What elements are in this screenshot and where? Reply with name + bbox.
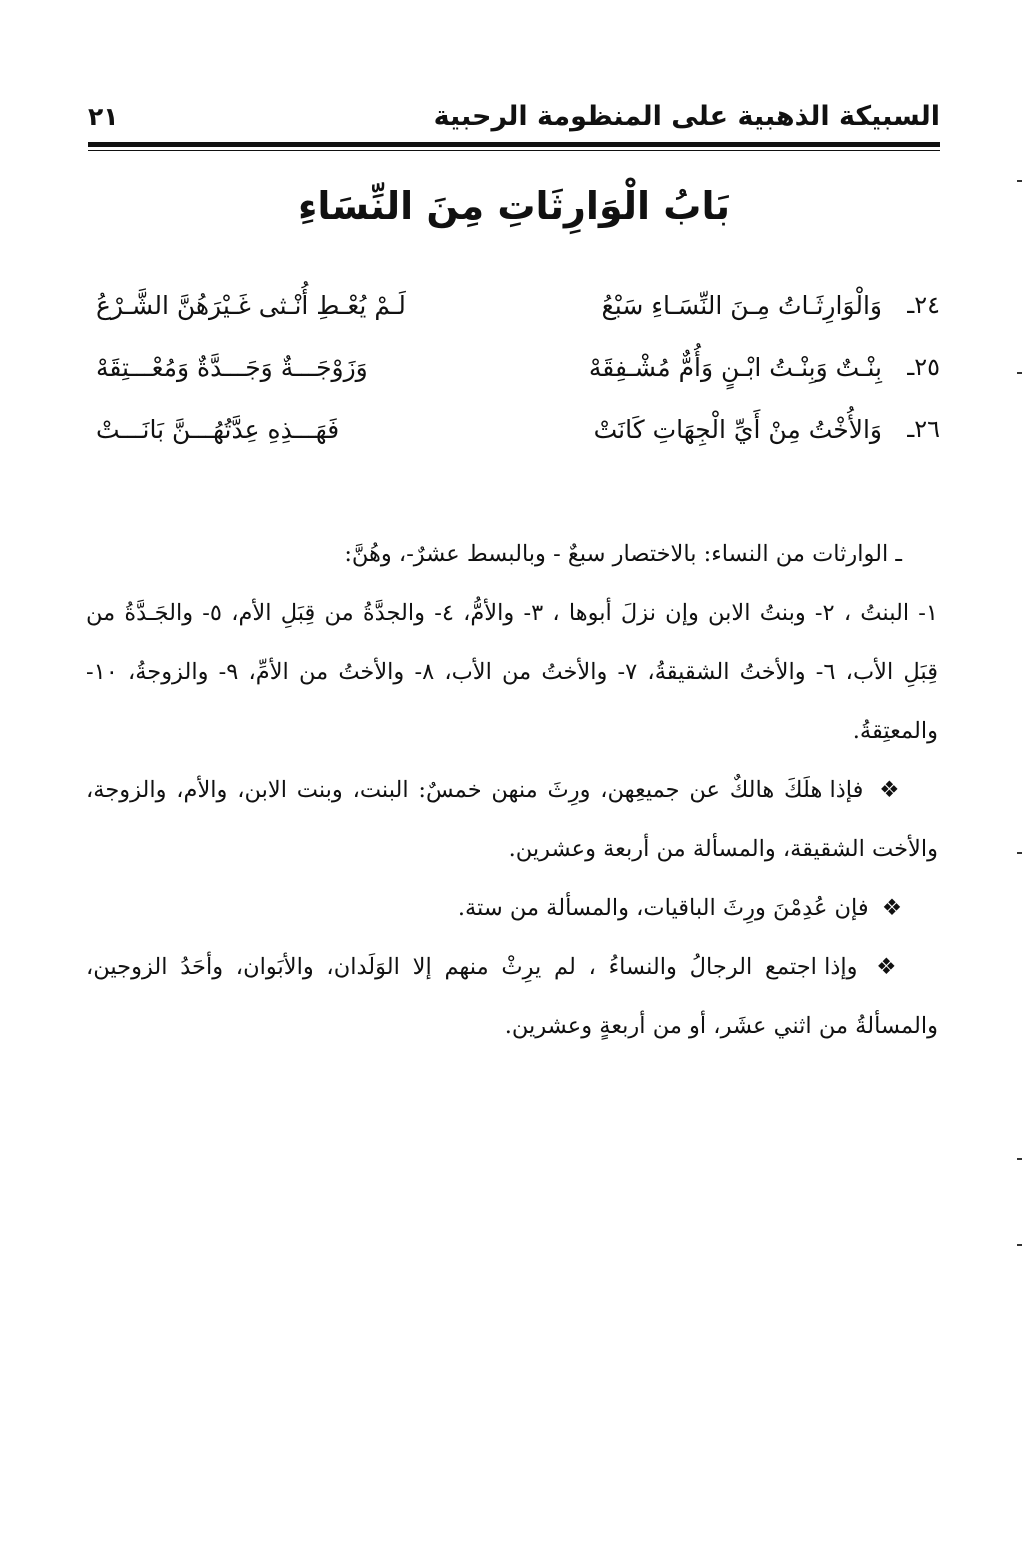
verse-first-hemistich: وَالْوَارِثَـاتُ مِـنَ النِّسَـاءِ سَبْعُ xyxy=(601,290,882,320)
scan-edge-mark xyxy=(1017,180,1022,182)
verse-first-hemistich: وَالأُخْتُ مِنْ أَيِّ الْجِهَاتِ كَانَتْ xyxy=(593,414,882,444)
paragraph-text: فإذا هلَكَ هالكٌ عن جميعِهن، ورِثَ منهن خمسٌ: البنت، وبنت الابن، والأم، والزوجة، والأخت الشقيقة، والمسألة من أربعة وعشرين. xyxy=(86,777,938,862)
diamond-bullet-icon: ❖ xyxy=(876,954,903,980)
page-number: ٢١ xyxy=(88,101,119,131)
commentary-paragraph xyxy=(86,879,938,938)
diamond-bullet-icon: ❖ xyxy=(881,895,902,921)
commentary xyxy=(86,525,938,1056)
heirs-list: ١- البنتُ ، ٢- وبنتُ الابن وإن نزلَ أبوها ، ٣- والأمُّ، ٤- والجدَّةُ من قِبَلِ الأم، ٥- والجَـدَّةُ من قِبَلِ الأب، ٦- والأختُ الشقيقةُ، ٧- والأختُ من الأب، ٨- والأختُ من الأمِّ، ٩- والزوجةُ، ١٠- والمعتِقةُ. xyxy=(86,600,938,744)
paragraph-text: فإن عُدِمْنَ ورِثَ الباقيات، والمسألة من ستة. xyxy=(457,895,869,921)
poem xyxy=(96,274,940,460)
header-rule-thick xyxy=(88,142,940,147)
verse-row xyxy=(96,274,940,336)
commentary-paragraph xyxy=(86,761,938,879)
verse-row xyxy=(96,398,940,460)
verse-number: ٢٤ـ xyxy=(907,291,940,319)
chapter-title: بَابُ الْوَارِثَاتِ مِنَ النِّسَاءِ xyxy=(297,184,731,228)
scan-edge-mark xyxy=(1017,1244,1022,1246)
header-title: السبيكة الذهبية على المنظومة الرحبية xyxy=(433,100,940,132)
scan-edge-mark xyxy=(1017,1158,1022,1160)
header-rule-thin xyxy=(88,150,940,151)
running-header xyxy=(88,92,940,140)
verse-number: ٢٥ـ xyxy=(907,353,940,381)
verse-second-hemistich: لَـمْ يُعْـطِ أُنْـثى غَـيْرَهُنَّ الشَّـرْعُ xyxy=(96,290,406,320)
verse-first-hemistich: بِنْـتٌ وَبِنْـتُ ابْـنٍ وَأُمٌّ مُشْـفِقَهْ xyxy=(588,352,882,382)
scan-edge-mark xyxy=(1017,372,1022,374)
scan-edge-mark xyxy=(1017,852,1022,854)
diamond-bullet-icon: ❖ xyxy=(879,777,903,803)
verse-second-hemistich: وَزَوْجَـــةٌ وَجَـــدَّةٌ وَمُعْـــتِقَهْ xyxy=(96,352,368,382)
commentary-intro: ـ الوارثات من النساء: بالاختصار سبعٌ - وبالبسط عشرٌ-، وهُنَّ: xyxy=(344,541,902,567)
verse-second-hemistich: فَهَـــذِهِ عِدَّتُهُـــنَّ بَانَـــتْ xyxy=(96,414,340,444)
paragraph-text: وإذا اجتمع الرجالُ والنساءُ ، لم يرِثْ منهم إلا الوَلَدان، والأبَوان، وأحَدُ الزوجين، والمسألةُ من اثني عشَر، أو من أربعةٍ وعشرين. xyxy=(86,954,938,1039)
commentary-paragraph xyxy=(86,938,938,1056)
verse-number: ٢٦ـ xyxy=(907,415,940,443)
verse-row xyxy=(96,336,940,398)
